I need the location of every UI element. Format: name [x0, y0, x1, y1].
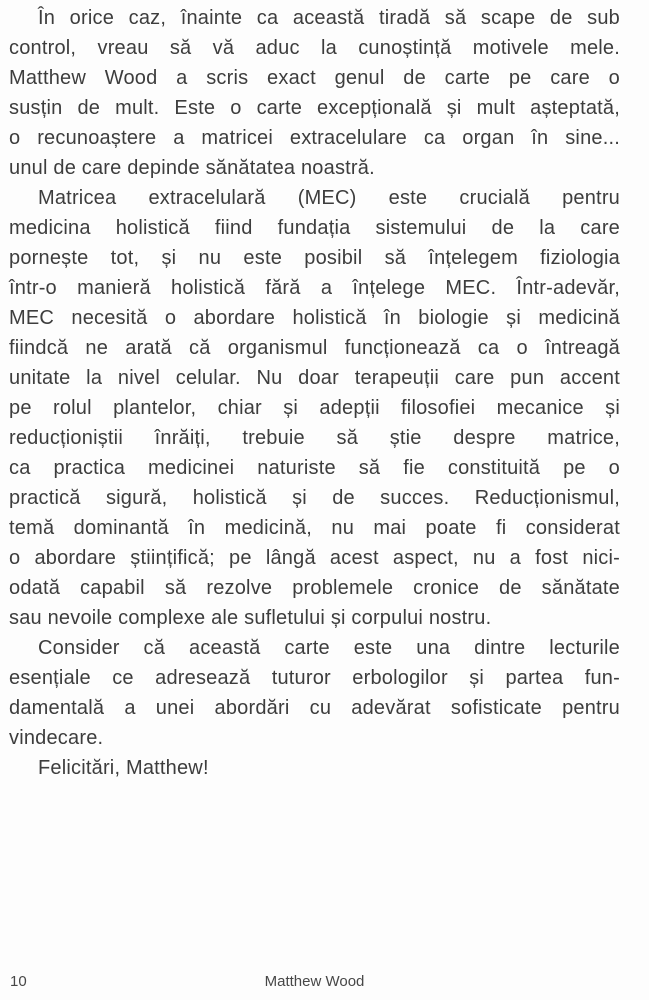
- text-line: sau nevoile complexe ale sufletului și corpului nostru.: [9, 607, 492, 629]
- text-line: damentală a unei abordări cu adevărat sofisticate pentru: [9, 697, 620, 719]
- text-line: unitate la nivel celular. Nu doar terapeuții care pun accent: [9, 367, 620, 389]
- text-line: o abordare științifică; pe lângă acest aspect, nu a fost nici-: [9, 547, 620, 569]
- running-title: Matthew Wood: [264, 973, 365, 990]
- text-line: vindecare.: [9, 727, 104, 749]
- text-line: Consider că această carte este una dintre lecturile: [38, 637, 620, 659]
- text-line: reducționiștii înrăiți, trebuie să știe despre matrice,: [9, 427, 620, 449]
- text-line: Matthew Wood a scris exact genul de carte pe care o: [9, 67, 620, 89]
- text-line: odată capabil să rezolve problemele cronice de sănătate: [9, 577, 620, 599]
- paragraph: [9, 3, 620, 183]
- text-line: susțin de mult. Este o carte excepțională și mult așteptată,: [9, 97, 620, 119]
- text-line: o recunoaștere a matricei extracelulare ca organ în sine...: [9, 127, 620, 149]
- text-line: control, vreau să vă aduc la cunoștință motivele mele.: [9, 37, 620, 59]
- text-line: medicina holistică fiind fundația sistemului de la care: [9, 217, 620, 239]
- paragraph: [9, 753, 620, 783]
- text-line: fiindcă ne arată că organismul funcționează ca o întreagă: [9, 337, 620, 359]
- text-line: ca practica medicinei naturiste să fie constituită pe o: [9, 457, 620, 479]
- text-line: MEC necesită o abordare holistică în biologie și medicină: [9, 307, 620, 329]
- text-block: [9, 3, 620, 783]
- paragraph: [9, 633, 620, 753]
- page-footer: [9, 971, 620, 993]
- text-line: pe rolul plantelor, chiar și adepții filosofiei mecanice și: [9, 397, 620, 419]
- paragraph: [9, 183, 620, 633]
- page-number: 10: [10, 973, 27, 990]
- text-line: temă dominantă în medicină, nu mai poate fi considerat: [9, 517, 620, 539]
- text-line: într-o manieră holistică fără a înțelege MEC. Într-adevăr,: [9, 277, 620, 299]
- text-line: practică sigură, holistică și de succes. Reducționismul,: [9, 487, 620, 509]
- text-line: Felicitări, Matthew!: [38, 757, 209, 779]
- text-line: În orice caz, înainte ca această tiradă să scape de sub: [38, 7, 620, 29]
- text-line: Matricea extracelulară (MEC) este crucială pentru: [38, 187, 620, 209]
- text-line: pornește tot, și nu este posibil să înțelegem fiziologia: [9, 247, 620, 269]
- text-line: unul de care depinde sănătatea noastră.: [9, 157, 375, 179]
- text-line: esențiale ce adresează tuturor erbologilor și partea fun-: [9, 667, 620, 689]
